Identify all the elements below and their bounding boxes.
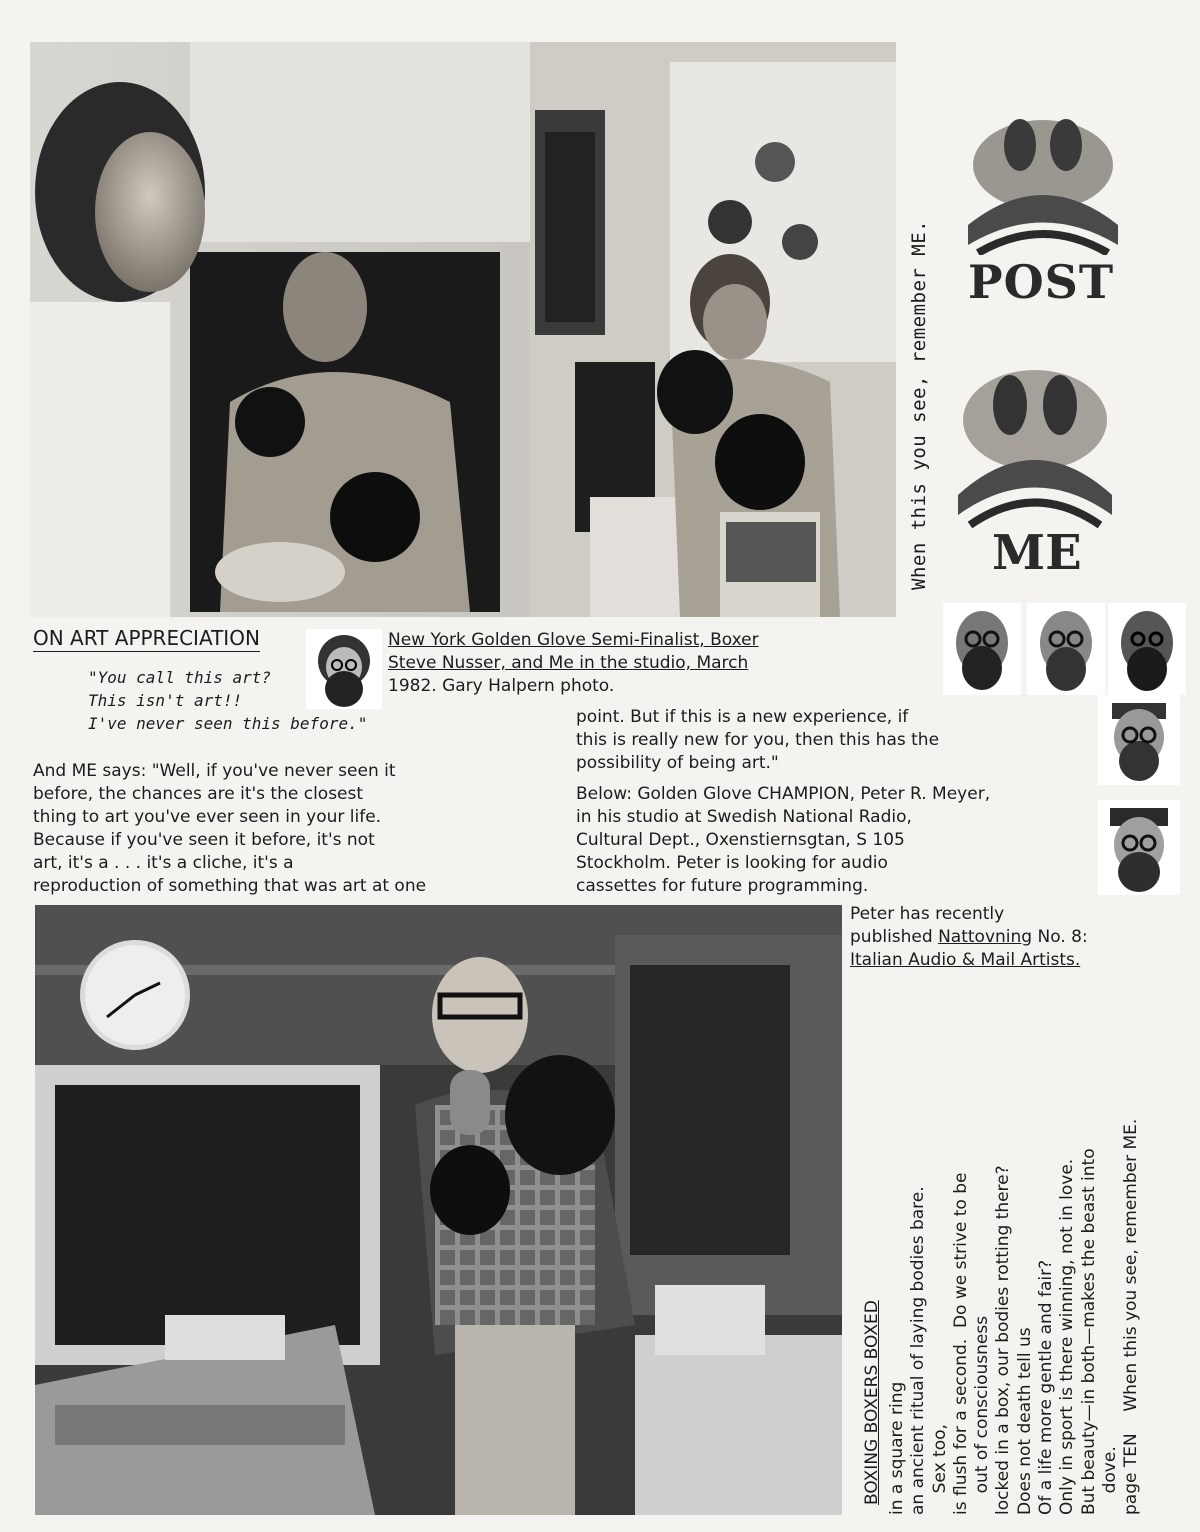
poem-line: an ancient ritual of laying bodies bare. — [908, 1186, 929, 1515]
caption-line: cassettes for future programming. — [576, 876, 869, 896]
below-caption — [576, 783, 990, 898]
caption-line: in his studio at Swedish National Radio, — [576, 807, 912, 827]
caption-line: New York Golden Glove Semi-Finalist, Boxer — [388, 630, 759, 650]
poem-line: But beauty—in both—makes the beast into — [1078, 1148, 1099, 1515]
art-appreciation-heading: ON ART APPRECIATION — [33, 626, 260, 650]
photo-illustration — [30, 42, 896, 617]
hat-face-icon — [1098, 695, 1180, 785]
poem-line: Of a life more gentle and fair? — [1036, 1259, 1057, 1515]
note-text: No. 8: — [1032, 927, 1088, 947]
portrait-thumbnail — [1027, 603, 1105, 695]
poem-line: dove. — [1099, 1446, 1120, 1515]
post-stamp — [958, 105, 1128, 310]
nose-stamp-icon — [958, 105, 1128, 255]
poem-line: Sex too, — [929, 1424, 950, 1515]
caption-line: 1982. Gary Halpern photo. — [388, 676, 615, 696]
post-word: POST — [968, 255, 1115, 309]
body-line: point. But if this is a new experience, if — [576, 707, 909, 727]
body-line: before, the chances are it's the closest — [33, 784, 364, 804]
caption-line: Cultural Dept., Oxenstiernsgtan, S 105 — [576, 830, 905, 850]
portrait-thumbnail — [1098, 695, 1180, 785]
caption-line: Steve Nusser, and Me in the studio, March — [388, 653, 749, 673]
nattovning-note — [850, 903, 1088, 972]
body-text-left — [33, 760, 426, 898]
body-text-right — [576, 706, 939, 775]
side-vertical-text: When this you see, remember ME. — [908, 219, 930, 590]
bearded-face-icon — [943, 603, 1021, 695]
poem-line: in a square ring — [887, 1381, 907, 1515]
quote-line: "You call this art? — [88, 668, 272, 687]
caption-line: Stockholm. Peter is looking for audio — [576, 853, 888, 873]
bearded-face-icon — [1108, 603, 1186, 695]
quote-line: I've never seen this before." — [88, 714, 368, 733]
photo-illustration — [35, 905, 842, 1515]
bearded-face-icon — [1027, 603, 1105, 695]
body-line: art, it's a . . . it's a cliche, it's a — [33, 853, 294, 873]
author-portrait — [306, 629, 382, 709]
poem-line: locked in a box, our bodies rotting there? — [993, 1165, 1014, 1515]
page-footer: page TEN When this you see, remember ME. — [1121, 1118, 1142, 1515]
publication-title: Nattovning — [938, 927, 1033, 947]
nose-stamp-icon — [950, 345, 1120, 530]
note-line: Peter has recently — [850, 904, 1005, 924]
body-line: this is really new for you, then this has the — [576, 730, 940, 750]
hat-face-icon — [1098, 800, 1180, 895]
portrait-thumbnail — [1098, 800, 1180, 895]
poem-line: Only in sport is there winning, not in love. — [1057, 1158, 1078, 1515]
caption-line: Below: Golden Glove CHAMPION, Peter R. Meyer, — [576, 784, 991, 804]
body-line: possibility of being art." — [576, 753, 779, 773]
poem-body — [887, 1119, 1143, 1515]
note-line: Italian Audio & Mail Artists. — [850, 950, 1081, 970]
poem-line: Does not death tell us — [1014, 1327, 1035, 1515]
body-line: Because if you've seen it before, it's not — [33, 830, 375, 850]
bearded-face-icon — [306, 629, 382, 709]
note-line — [850, 926, 1088, 949]
studio-boxer-photo — [30, 42, 896, 617]
note-text: published — [850, 927, 939, 947]
portrait-thumbnail — [1108, 603, 1186, 695]
me-stamp — [950, 345, 1120, 580]
body-line: thing to art you've ever seen in your life. — [33, 807, 382, 827]
photo-caption — [388, 629, 759, 698]
body-line: reproduction of something that was art at one — [33, 876, 427, 896]
quote-line: This isn't art!! — [88, 691, 243, 710]
poem-title: BOXING BOXERS BOXED — [862, 1300, 882, 1505]
poem-line: out of consciousness — [972, 1315, 993, 1515]
radio-studio-photo — [35, 905, 842, 1515]
portrait-thumbnail — [943, 603, 1021, 695]
me-word: ME — [992, 525, 1082, 581]
poem-line: is flush for a second. Do we strive to be — [950, 1172, 971, 1515]
body-line: And ME says: "Well, if you've never seen it — [33, 761, 396, 781]
